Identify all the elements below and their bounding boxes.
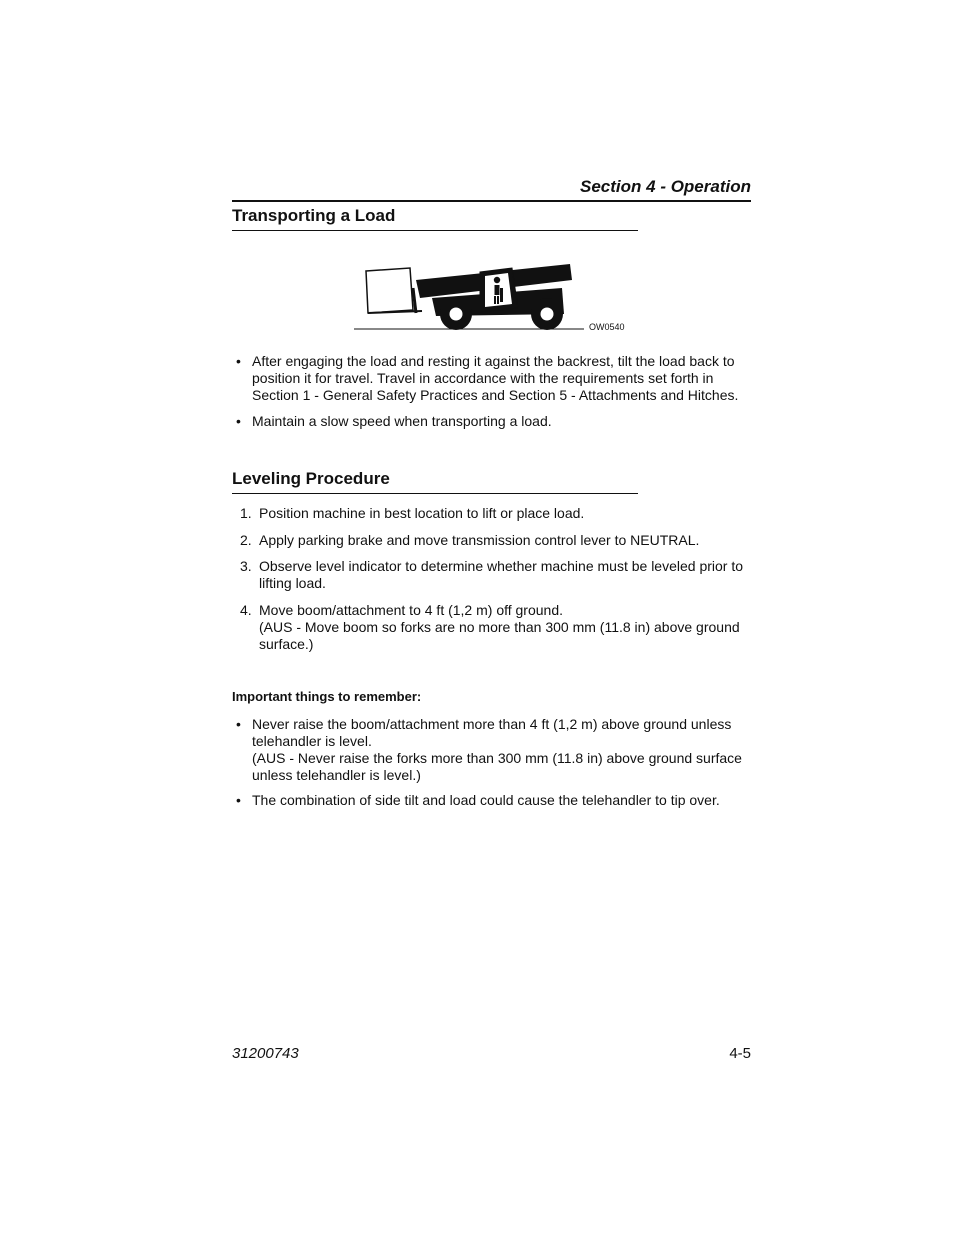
step-number: 4.	[240, 602, 252, 618]
leveling-step-2	[232, 532, 751, 549]
bullet-line: The combination of side tilt and load could cause the telehandler to tip over.	[252, 792, 720, 808]
important-bullets	[232, 716, 751, 784]
bullet-item	[232, 353, 751, 404]
section-header	[232, 176, 751, 202]
step-line: Position machine in best location to lift or place load.	[259, 505, 585, 521]
operator-body	[495, 285, 500, 295]
bullet-dot: •	[236, 792, 241, 808]
list-item	[232, 558, 751, 592]
step-line: Move boom/attachment to 4 ft (1,2 m) off ground.	[259, 602, 564, 618]
bullet-line: unless telehandler is level.)	[252, 767, 421, 783]
operator-seat	[500, 288, 503, 302]
transporting-bullets	[232, 353, 751, 404]
step-line: Apply parking brake and move transmission control lever to NEUTRAL.	[259, 532, 700, 548]
front-wheel-hub	[450, 308, 463, 321]
leveling-step-4	[232, 602, 751, 653]
bullet-item	[232, 716, 751, 784]
section-title: Section 4 - Operation	[580, 177, 751, 196]
operator-head	[494, 277, 500, 283]
bullet-line: After engaging the load and resting it against the backrest, tilt the load back to	[252, 353, 735, 369]
list-item	[232, 602, 751, 653]
bullet-dot: •	[236, 413, 241, 429]
load-box	[366, 268, 413, 313]
step-line: lifting load.	[259, 575, 326, 591]
bullet-line: position it for travel. Travel in accordance with the requirements set forth in	[252, 370, 714, 386]
transporting-heading: Transporting a Load	[232, 205, 638, 231]
step-line: Observe level indicator to determine whether machine must be leveled prior to	[259, 558, 744, 574]
important-label: Important things to remember:	[232, 689, 422, 704]
leveling-step-3	[232, 558, 751, 592]
bullet-item	[232, 413, 751, 430]
rear-wheel-hub	[541, 308, 554, 321]
transporting-bullets-2	[232, 413, 751, 430]
bullet-item	[232, 792, 751, 809]
step-number: 2.	[240, 532, 252, 548]
leveling-step-1	[232, 505, 751, 522]
list-item	[232, 505, 751, 522]
bullet-dot: •	[236, 353, 241, 369]
step-number: 3.	[240, 558, 252, 574]
leveling-heading: Leveling Procedure	[232, 468, 638, 494]
bullet-line: Maintain a slow speed when transporting a load.	[252, 413, 552, 429]
step-number: 1.	[240, 505, 252, 521]
important-bullets-2	[232, 792, 751, 809]
list-item	[232, 532, 751, 549]
step-line: (AUS - Move boom so forks are no more than 300 mm (11.8 in) above ground	[259, 619, 740, 635]
bullet-line: Section 1 - General Safety Practices and Section 5 - Attachments and Hitches.	[252, 387, 739, 403]
bullet-line: Never raise the boom/attachment more than 4 ft (1,2 m) above ground unless	[252, 716, 732, 732]
document-number: 31200743	[232, 1045, 299, 1062]
figure-code: OW0540	[589, 322, 625, 332]
step-line: surface.)	[259, 636, 314, 652]
bullet-dot: •	[236, 716, 241, 732]
page-number: 4-5	[729, 1045, 751, 1062]
bullet-line: (AUS - Never raise the forks more than 300 mm (11.8 in) above ground surface	[252, 750, 742, 766]
bullet-line: telehandler is level.	[252, 733, 372, 749]
